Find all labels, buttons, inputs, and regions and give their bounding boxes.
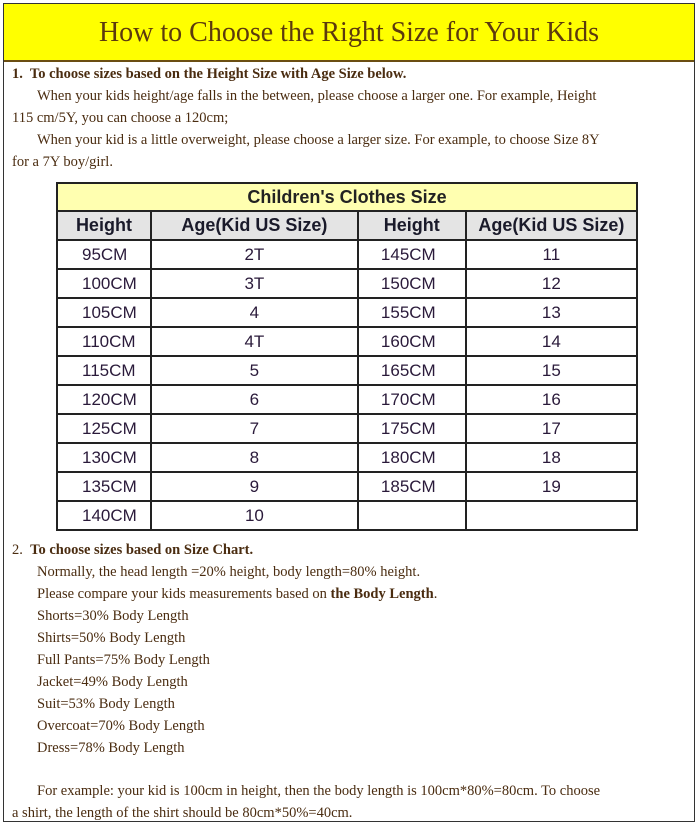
ratio-item: Full Pants=75% Body Length	[37, 652, 210, 668]
height-cell: 125CM	[57, 414, 151, 443]
age-cell: 16	[466, 385, 637, 414]
ratio-item: Dress=78% Body Length	[37, 740, 185, 756]
example-line2: a shirt, the length of the shirt should be 80cm*50%=40cm.	[12, 805, 353, 821]
age-cell: 11	[466, 240, 637, 269]
ratio-item: Shorts=30% Body Length	[37, 608, 189, 624]
height-cell: 95CM	[57, 240, 151, 269]
ratio-item: Shirts=50% Body Length	[37, 630, 186, 646]
age-cell: 3T	[151, 269, 358, 298]
age-cell: 12	[466, 269, 637, 298]
height-cell: 120CM	[57, 385, 151, 414]
height-cell: 185CM	[358, 472, 466, 501]
age-cell: 2T	[151, 240, 358, 269]
height-cell: 135CM	[57, 472, 151, 501]
height-cell: 130CM	[57, 443, 151, 472]
table-row	[57, 356, 637, 385]
height-cell: 165CM	[358, 356, 466, 385]
size-table	[56, 182, 638, 531]
age-cell: 6	[151, 385, 358, 414]
column-header-age: Age(Kid US Size)	[151, 211, 358, 240]
section2-line2-end: .	[433, 586, 438, 602]
column-header-height: Height	[57, 211, 151, 240]
table-row	[57, 298, 637, 327]
table-row	[57, 501, 637, 530]
ratio-item: Suit=53% Body Length	[37, 696, 175, 712]
ratio-item: Overcoat=70% Body Length	[37, 718, 205, 734]
section2-heading-text: To choose sizes based on Size Chart.	[30, 542, 254, 558]
table-row	[57, 385, 637, 414]
section1-heading-text: To choose sizes based on the Height Size with Age Size below.	[29, 66, 407, 82]
age-cell: 14	[466, 327, 637, 356]
age-cell: 15	[466, 356, 637, 385]
table-row	[57, 327, 637, 356]
age-cell	[466, 501, 637, 530]
column-header-height-2: Height	[358, 211, 466, 240]
section2-heading	[12, 542, 253, 559]
age-cell: 17	[466, 414, 637, 443]
table-row	[57, 240, 637, 269]
ratio-item: Jacket=49% Body Length	[37, 674, 188, 690]
height-cell: 155CM	[358, 298, 466, 327]
size-table-body	[57, 240, 637, 530]
height-cell: 100CM	[57, 269, 151, 298]
height-cell: 170CM	[358, 385, 466, 414]
section1-para1-line2: 115 cm/5Y, you can choose a 120cm;	[12, 110, 229, 126]
age-cell: 9	[151, 472, 358, 501]
height-cell	[358, 501, 466, 530]
section2-line1: Normally, the head length =20% height, body length=80% height.	[37, 564, 421, 580]
section1-para2-line1: When your kid is a little overweight, please choose a larger size. For example, to choose Size 8Y	[37, 132, 600, 148]
example-line1: For example: your kid is 100cm in height, then the body length is 100cm*80%=80cm. To choose	[37, 783, 601, 799]
table-row	[57, 414, 637, 443]
height-cell: 180CM	[358, 443, 466, 472]
height-cell: 105CM	[57, 298, 151, 327]
size-table-title: Children's Clothes Size	[57, 183, 637, 211]
body-length-emphasis: the Body Length	[330, 586, 434, 602]
age-cell: 4T	[151, 327, 358, 356]
section1-heading	[12, 66, 406, 83]
section1-para1-line1: When your kids height/age falls in the between, please choose a larger one. For example, Height	[37, 88, 597, 104]
height-cell: 145CM	[358, 240, 466, 269]
age-cell: 4	[151, 298, 358, 327]
section1-para2-line2: for a 7Y boy/girl.	[12, 154, 113, 170]
section1-number: 1.	[12, 66, 23, 82]
height-cell: 175CM	[358, 414, 466, 443]
height-cell: 160CM	[358, 327, 466, 356]
age-cell: 19	[466, 472, 637, 501]
height-cell: 115CM	[57, 356, 151, 385]
age-cell: 18	[466, 443, 637, 472]
age-cell: 7	[151, 414, 358, 443]
column-header-age-2: Age(Kid US Size)	[466, 211, 637, 240]
height-cell: 110CM	[57, 327, 151, 356]
table-row	[57, 472, 637, 501]
age-cell: 13	[466, 298, 637, 327]
table-row	[57, 269, 637, 298]
age-cell: 10	[151, 501, 358, 530]
section2-number: 2.	[12, 542, 23, 558]
age-cell: 5	[151, 356, 358, 385]
table-row	[57, 443, 637, 472]
section2-line2	[37, 586, 437, 603]
height-cell: 150CM	[358, 269, 466, 298]
height-cell: 140CM	[57, 501, 151, 530]
page-title: How to Choose the Right Size for Your Kids	[4, 4, 694, 62]
age-cell: 8	[151, 443, 358, 472]
section2-line2-text: Please compare your kids measurements based on	[37, 586, 331, 602]
